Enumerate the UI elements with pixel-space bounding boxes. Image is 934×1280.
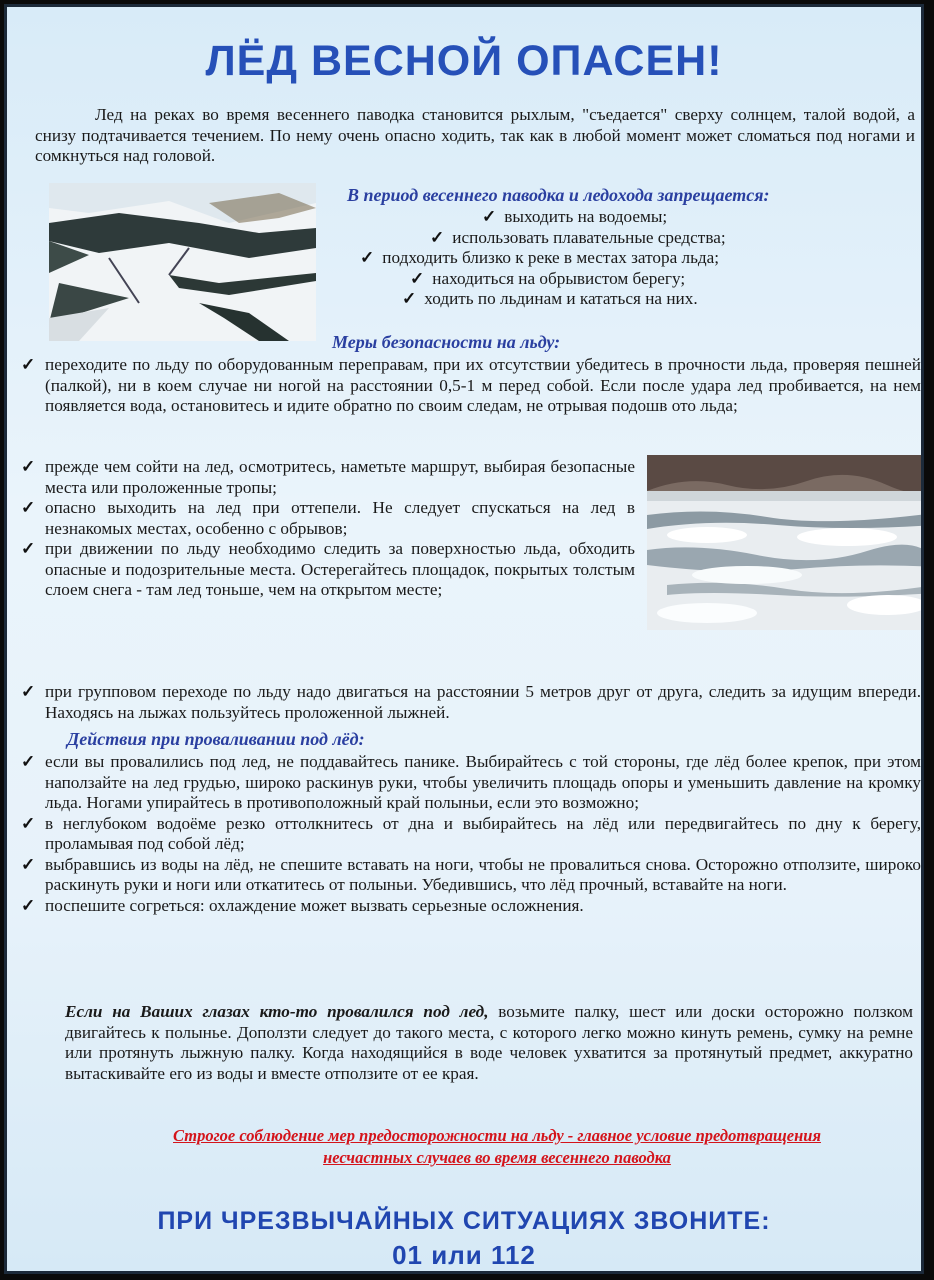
rescue-paragraph [65, 1002, 913, 1084]
check-icon: ✓ [410, 268, 425, 288]
ban-list [342, 207, 902, 310]
safety-item: ✓ при групповом переходе по льду надо двигаться на расстоянии 5 метров друг от друга, следить за идущим впереди. Находясь на лыжах пользуйтесь проложенной лыжней. [21, 682, 921, 722]
action-item: ✓ поспешите согреться: охлаждение может вызвать серьезные осложнения. [21, 895, 584, 915]
ban-item: ✓ находиться на обрывистом берегу; [410, 268, 686, 288]
safety-item: ✓ при движении по льду необходимо следить за поверхностью льда, обходить опасные и подозрительные места. Остерегайтесь площадок, покрытых толстым слоем снега - там лед тоньше, чем на открытом месте; [21, 539, 635, 599]
check-icon: ✓ [21, 355, 36, 374]
rescue-lead: Если на Ваших глазах кто-то провалился под лед, [65, 1002, 489, 1021]
cracked-ice-image [49, 183, 316, 341]
safety-item: ✓ опасно выходить на лед при оттепели. Не следует спускаться на лед в незнакомых местах, особенно с обрывов; [21, 498, 635, 538]
check-icon: ✓ [21, 498, 36, 517]
snowy-river-image [647, 455, 924, 630]
check-icon: ✓ [21, 854, 36, 874]
safety-list-narrow [21, 457, 635, 601]
action-item: ✓ в неглубоком водоёме резко оттолкнитесь от дна и выбирайтесь на лёд или передвигайтесь по дну к берегу, проламывая под собой лёд; [21, 813, 921, 853]
actions-heading: Действия при проваливании под лёд: [67, 729, 365, 749]
safety-item: ✓ переходите по льду по оборудованным переправам, при их отсутствии убедитесь в прочности льда, проверяя пешней (палкой), ни в коем случае ни ногой на расстоянии 0,5-1 м перед собой. Если после удара лед пробивается, на нем появляется вода, остановитесь и идите обратно по своим следам, не отрывая подошв ото льда; [21, 355, 921, 415]
ban-heading: В период весеннего паводка и ледохода запрещается: [347, 185, 770, 205]
check-icon: ✓ [21, 682, 36, 701]
check-icon: ✓ [430, 227, 445, 247]
check-icon: ✓ [402, 289, 417, 308]
ban-item: ✓ использовать плавательные средства; [430, 227, 726, 247]
check-icon: ✓ [21, 752, 36, 771]
safety-list [21, 355, 921, 417]
check-icon: ✓ [21, 539, 36, 558]
action-item: ✓ если вы провалились под лед, не поддавайтесь панике. Выбирайтесь с той стороны, где лёд более крепок, при этом наползайте на лед грудью, широко раскинув руки, чтобы увеличить площадь опоры и уменьшить давление на кромку льда. Ногами упирайтесь в противоположный край полыньи, если это возможно; [21, 752, 921, 812]
emergency-call-text: ПРИ ЧРЕЗВЫЧАЙНЫХ СИТУАЦИЯХ ЗВОНИТЕ: [157, 1207, 771, 1235]
safety-list-tail [21, 682, 921, 723]
poster-title: ЛЁД ВЕСНОЙ ОПАСЕН! [205, 37, 723, 85]
ban-item: ✓ подходить близко к реке в местах затора льда; [360, 248, 720, 267]
rescue-text: возьмите палку, шест или доски осторожно ползком двигайтесь к полынье. Доползти следует до такого места, с которого легко можно кинуть ремень, сумку на ремне или протянуть лыжную палку. Когда находящийся в воде человек ухватится за протянутый предмет, аккуратно вытаскивайте его из воды и вместе отползите от ее края. [65, 1002, 913, 1083]
action-item: ✓ выбравшись из воды на лёд, не спешите вставать на ноги, чтобы не провалиться снова. Осторожно отползите, широко раскинуть руки и ноги или откатитесь от полыньи. Убедившись, что лёд прочный, вставайте на ноги. [21, 854, 921, 894]
ban-item: ✓ выходить на водоемы; [482, 207, 668, 226]
safety-heading: Меры безопасности на льду: [332, 332, 561, 352]
check-icon: ✓ [482, 207, 497, 226]
safety-item: ✓ прежде чем сойти на лед, осмотритесь, наметьте маршрут, выбирая безопасные места или проложенные тропы; [21, 457, 635, 497]
check-icon: ✓ [21, 895, 36, 915]
intro-paragraph: Лед на реках во время весеннего паводка становится рыхлым, "съедается" сверху солнцем, талой водой, а снизу подтачивается течением. По нему очень опасно ходить, так как в любой момент может сломаться под ногами и сомкнуться над головой. [35, 105, 915, 165]
check-icon: ✓ [21, 457, 36, 476]
check-icon: ✓ [21, 813, 36, 833]
poster [4, 4, 924, 1274]
warning-note: Строгое соблюдение мер предосторожности на льду - главное условие предотвращения несчастных случаев во время весеннего паводка [173, 1126, 821, 1167]
emergency-numbers: 01 или 112 [392, 1240, 536, 1270]
check-icon: ✓ [360, 248, 375, 267]
actions-list [21, 752, 921, 916]
ban-item: ✓ ходить по льдинам и кататься на них. [402, 289, 698, 308]
